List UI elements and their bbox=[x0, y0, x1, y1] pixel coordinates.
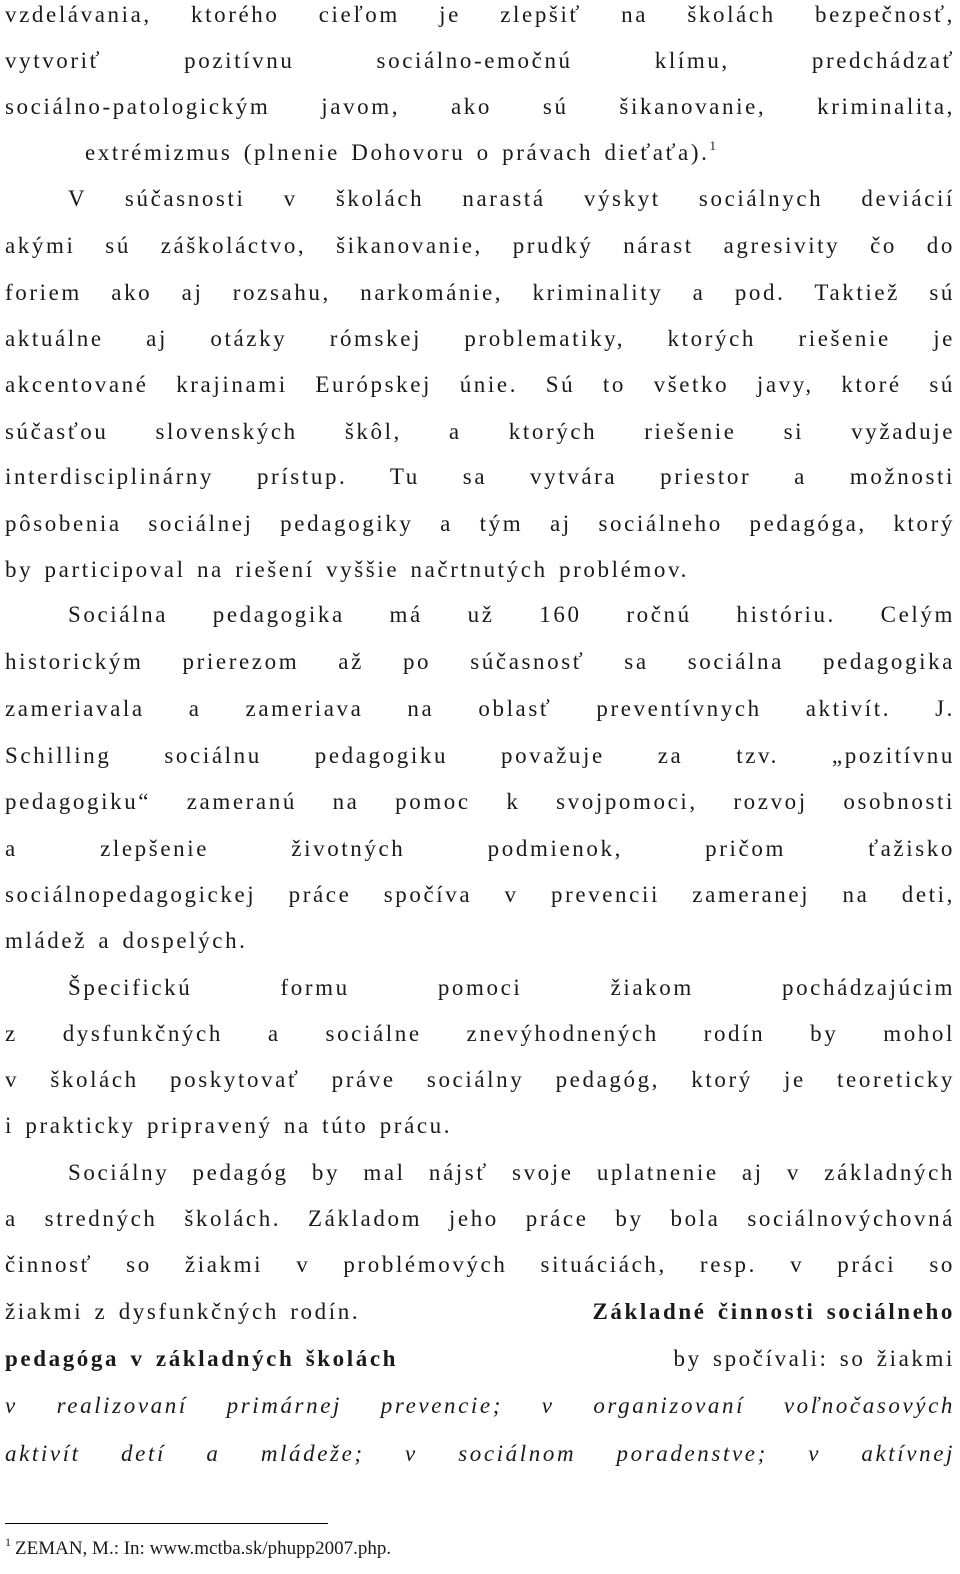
text-line: akcentované krajinami Európskej únie. Sú to všetko javy, ktoré sú bbox=[5, 372, 955, 397]
text-line: Sociálny pedagóg by mal nájsť svoje uplatnenie aj v základných bbox=[68, 1160, 955, 1185]
text-line: pôsobenia sociálnej pedagogiky a tým aj sociálneho pedagóga, ktorý bbox=[5, 511, 955, 536]
text-line: činnosť so žiakmi v problémových situáciách, resp. v práci so bbox=[5, 1252, 955, 1277]
text-line: interdisciplinárny prístup. Tu sa vytvára priestor a možnosti bbox=[5, 464, 955, 489]
plain-text: by spočívali: so žiakmi bbox=[673, 1346, 955, 1371]
text-line: mládež a dospelých. bbox=[5, 928, 248, 953]
text-line: v realizovaní primárnej prevencie; v organizovaní voľnočasových bbox=[5, 1393, 955, 1418]
text-line: z dysfunkčných a sociálne znevýhodnených rodín by mohol bbox=[5, 1021, 955, 1046]
text-line: vzdelávania, ktorého cieľom je zlepšiť na školách bezpečnosť, bbox=[5, 2, 955, 27]
text-line: aktuálne aj otázky rómskej problematiky, ktorých riešenie je bbox=[5, 326, 955, 351]
text-line: by participoval na riešení vyššie načrtnutých problémov. bbox=[5, 557, 689, 582]
text-line: pedagogiku“ zameranú na pomoc k svojpomoci, rozvoj osobnosti bbox=[5, 789, 955, 814]
bold-heading-text: pedagóga v základných školách bbox=[5, 1346, 399, 1371]
footnote-text: ZEMAN, M.: In: www.mctba.sk/phupp2007.php. bbox=[15, 1538, 392, 1559]
text-line: Schilling sociálnu pedagogiku považuje za tzv. „pozitívnu bbox=[5, 743, 955, 768]
text-line: sociálno-patologickým javom, ako sú šikanovanie, kriminalita, bbox=[5, 94, 955, 119]
text-line: aktivít detí a mládeže; v sociálnom poradenstve; v aktívnej bbox=[5, 1441, 955, 1466]
text-line: sociálnopedagogickej práce spočíva v prevencii zameranej na deti, bbox=[5, 882, 955, 907]
footnote bbox=[5, 1535, 705, 1560]
text-line: i prakticky pripravený na túto prácu. bbox=[5, 1113, 453, 1138]
text-line: Sociálna pedagogika má už 160 ročnú históriu. Celým bbox=[68, 602, 955, 627]
footnote-separator bbox=[5, 1523, 328, 1524]
footnote-number: 1 bbox=[5, 1535, 11, 1549]
text-line: Špecifickú formu pomoci žiakom pochádzajúcim bbox=[68, 975, 955, 1000]
text-line: súčasťou slovenských škôl, a ktorých riešenie si vyžaduje bbox=[5, 419, 955, 444]
text-line: akými sú záškoláctvo, šikanovanie, prudký nárast agresivity čo do bbox=[5, 233, 955, 258]
text-line: V súčasnosti v školách narastá výskyt sociálnych deviácií bbox=[68, 186, 955, 211]
text-line: historickým prierezom až po súčasnosť sa sociálna pedagogika bbox=[5, 649, 955, 674]
footnote-reference: 1 bbox=[709, 138, 716, 153]
text-line bbox=[5, 1297, 955, 1327]
bold-heading-text: Základné činnosti sociálneho bbox=[592, 1299, 955, 1324]
text-line bbox=[5, 1344, 955, 1374]
text-line: extrémizmus (plnenie Dohovoru o právach dieťaťa).$^1$ bbox=[85, 138, 716, 165]
text-line: a stredných školách. Základom jeho práce by bola sociálnovýchovná bbox=[5, 1206, 955, 1231]
plain-text: žiakmi z dysfunkčných rodín. bbox=[5, 1299, 361, 1324]
text-line: foriem ako aj rozsahu, narkománie, kriminality a pod. Taktiež sú bbox=[5, 280, 955, 305]
text-line: a zlepšenie životných podmienok, pričom ťažisko bbox=[5, 836, 955, 861]
text-line: v školách poskytovať práve sociálny pedagóg, ktorý je teoreticky bbox=[5, 1067, 955, 1092]
text-line: zameriavala a zameriava na oblasť preventívnych aktivít. J. bbox=[5, 696, 955, 721]
text-line: vytvoriť pozitívnu sociálno-emočnú klímu, predchádzať bbox=[5, 48, 955, 73]
